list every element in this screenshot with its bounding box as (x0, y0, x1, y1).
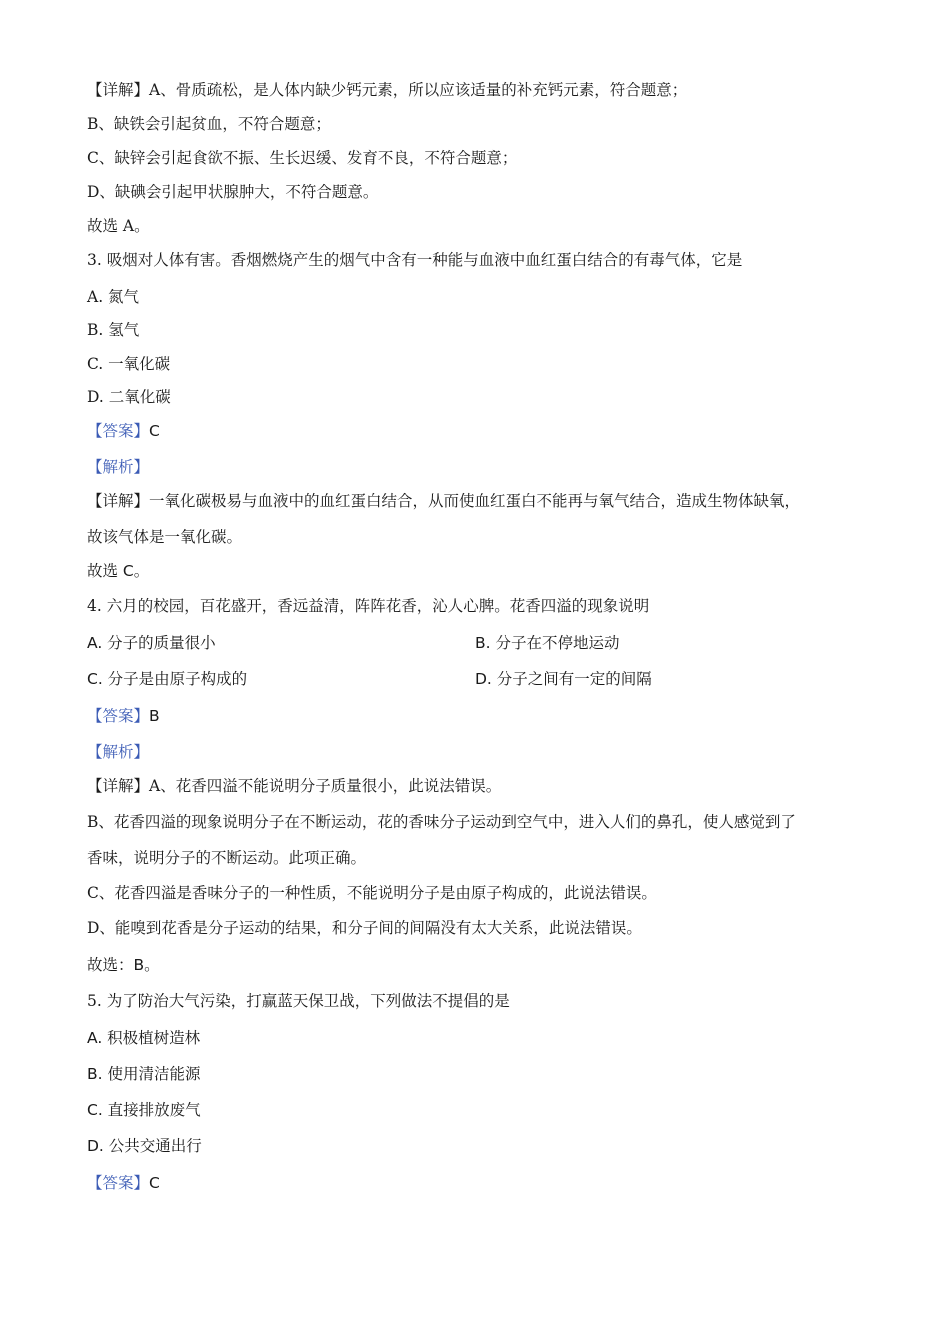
q2-detail-c: C、缺锌会引起食欲不振、生长迟缓、发育不良，不符合题意； (87, 149, 518, 167)
q4-detail-b-1: B、花香四溢的现象说明分子在不断运动，花的香味分子运动到空气中，进入人们的鼻孔，使人感觉到了 (87, 813, 796, 831)
q4-detail-a: 【详解】A、花香四溢不能说明分子质量很小，此说法错误。 (87, 777, 502, 795)
detail-tag: 【详解】 (87, 492, 150, 510)
q3-conclusion: 故选 C。 (87, 562, 150, 580)
q5-stem: 5. 为了防治大气污染，打赢蓝天保卫战，下列做法不提倡的是 (87, 992, 510, 1010)
q5-option-b: B. 使用清洁能源 (87, 1065, 201, 1083)
q2-detail-d: D、缺碘会引起甲状腺肿大，不符合题意。 (87, 183, 379, 201)
q4-conclusion: 故选：B。 (87, 956, 160, 974)
answer-tag: 【答案】 (87, 1174, 150, 1192)
q4-option-b: B. 分子在不停地运动 (475, 634, 620, 652)
q4-detail-d: D、能嗅到花香是分子运动的结果，和分子间的间隔没有太大关系，此说法错误。 (87, 919, 642, 937)
q5-option-c: C. 直接排放废气 (87, 1101, 201, 1119)
answer-tag: 【答案】 (87, 707, 150, 725)
q2-detail-b: B、缺铁会引起贫血，不符合题意； (87, 115, 331, 133)
q3-option-c: C. 一氧化碳 (87, 355, 171, 373)
q4-analysis-tag: 【解析】 (87, 743, 150, 761)
q3-detail-2: 故该气体是一氧化碳。 (87, 528, 243, 546)
q2-conclusion: 故选 A。 (87, 217, 150, 235)
q3-option-d: D. 二氧化碳 (87, 388, 171, 406)
q3-detail-1: 【详解】一氧化碳极易与血液中的血红蛋白结合，从而使血红蛋白不能再与氧气结合，造成生物体缺氧， (87, 492, 801, 510)
q4-option-c: C. 分子是由原子构成的 (87, 670, 248, 688)
q5-answer: 【答案】C (87, 1174, 160, 1192)
detail-tag: 【详解】 (87, 81, 150, 99)
q2-detail-a: 【详解】A、骨质疏松，是人体内缺少钙元素，所以应该适量的补充钙元素，符合题意； (87, 81, 688, 99)
q3-option-b: B. 氢气 (87, 321, 140, 339)
q4-option-d: D. 分子之间有一定的间隔 (475, 670, 652, 688)
q5-option-a: A. 积极植树造林 (87, 1029, 201, 1047)
q3-option-a: A. 氮气 (87, 288, 140, 306)
q4-stem: 4. 六月的校园，百花盛开，香远益清，阵阵花香，沁人心脾。花香四溢的现象说明 (87, 597, 650, 615)
q4-answer: 【答案】B (87, 707, 160, 725)
q4-detail-c: C、花香四溢是香味分子的一种性质，不能说明分子是由原子构成的，此说法错误。 (87, 884, 657, 902)
q3-answer: 【答案】C (87, 422, 160, 440)
q3-analysis-tag: 【解析】 (87, 458, 150, 476)
q4-detail-b-2: 香味，说明分子的不断运动。此项正确。 (87, 849, 367, 867)
detail-tag: 【详解】 (87, 777, 150, 795)
answer-tag: 【答案】 (87, 422, 150, 440)
q4-option-a: A. 分子的质量很小 (87, 634, 216, 652)
q3-stem: 3. 吸烟对人体有害。香烟燃烧产生的烟气中含有一种能与血液中血红蛋白结合的有毒气体，它是 (87, 251, 743, 269)
q5-option-d: D. 公共交通出行 (87, 1137, 202, 1155)
